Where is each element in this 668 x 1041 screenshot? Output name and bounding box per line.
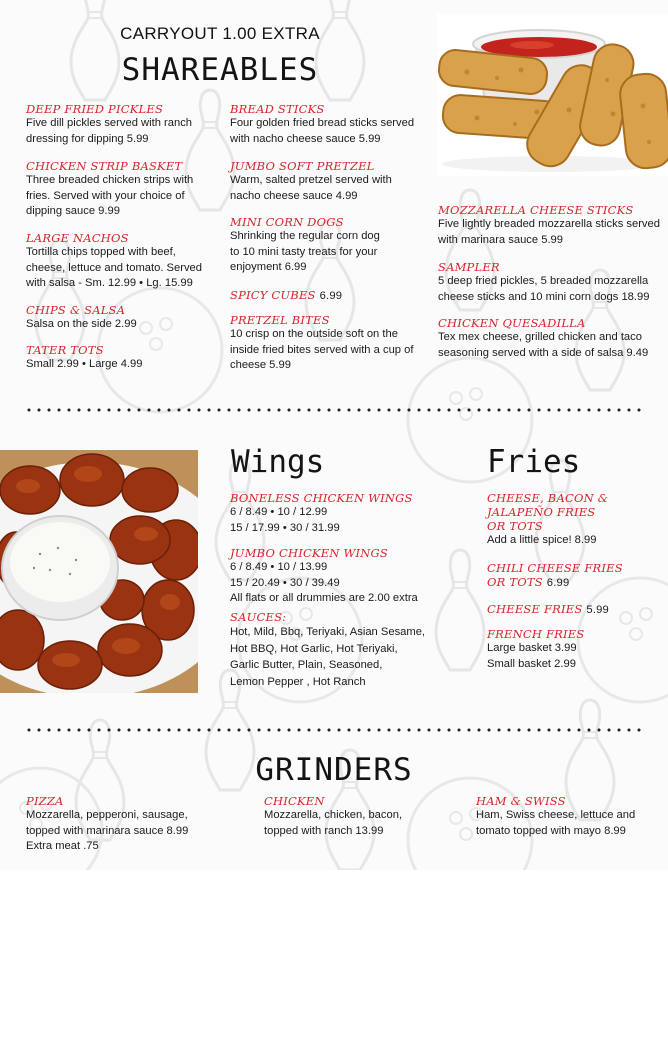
section-title-shareables: SHAREABLES xyxy=(121,52,319,88)
section-title-grinders: GRINDERS xyxy=(255,752,413,788)
item-name: HAM & SWISS xyxy=(476,794,566,808)
item-description: Warm, salted pretzel served with nacho cheese sauce 4.99 xyxy=(230,174,392,202)
item-description: Small 2.99 • Large 4.99 xyxy=(26,358,143,370)
item-description: 10 crisp on the outside soft on the inside fried bites served with a cup of cheese 5.99 xyxy=(230,328,414,372)
menu-item-chips-salsa xyxy=(26,303,137,333)
item-name: JUMBO SOFT PRETZEL xyxy=(230,159,375,173)
item-description: Five dill pickles served with ranch dressing for dipping 5.99 xyxy=(26,117,193,145)
item-name: SPICY CUBES 6.99 xyxy=(230,288,343,302)
item-description: Tortilla chips topped with beef, cheese, lettuce and tomato. Served with salsa - Sm. 12.99 • Lg. 15.99 xyxy=(26,246,203,290)
menu-item-mini-corn-dogs xyxy=(230,215,380,276)
item-name: DEEP FRIED PICKLES xyxy=(26,102,164,116)
section-title-fries: Fries xyxy=(487,444,581,480)
menu-item-large-nachos xyxy=(26,231,202,292)
item-name: BREAD STICKS xyxy=(230,102,325,116)
item-description: Large basket 3.99 Small basket 2.99 xyxy=(487,642,577,670)
item-name: JUMBO CHICKEN WINGS xyxy=(230,546,388,560)
item-description: Hot, Mild, Bbq, Teriyaki, Asian Sesame, Hot BBQ, Hot Garlic, Hot Teriyaki, Garlic Butter, Plain, Seasoned, Lemon Pepper , Hot Ranch xyxy=(230,626,426,688)
menu-item-jumbo-soft-pretzel xyxy=(230,159,392,204)
item-name: TATER TOTS xyxy=(26,343,104,357)
menu-item-chicken-quesadilla xyxy=(438,316,648,361)
item-price: 5.99 xyxy=(586,604,609,616)
menu-item-sauces xyxy=(230,610,425,690)
menu-item-deep-fried-pickles xyxy=(26,102,192,147)
item-name: SAUCES: xyxy=(230,610,287,624)
item-price: 6.99 xyxy=(546,577,570,589)
menu-item-jumbo-chicken-wings xyxy=(230,546,418,607)
menu-item-chicken-strip-basket xyxy=(26,159,193,220)
item-price: 6.99 xyxy=(319,290,343,302)
blank-footer-area xyxy=(0,870,668,1041)
item-description: Five lightly breaded mozzarella sticks served with marinara sauce 5.99 xyxy=(438,218,660,246)
item-description: Four golden fried bread sticks served with nacho cheese sauce 5.99 xyxy=(230,117,415,145)
item-description: Shrinking the regular corn dog to 10 mini tasty treats for your enjoyment 6.99 xyxy=(230,230,380,274)
menu-item-bread-sticks xyxy=(230,102,414,147)
item-name: MINI CORN DOGS xyxy=(230,215,344,229)
item-description: 6 / 8.49 • 10 / 12.99 15 / 17.99 • 30 / 31.99 xyxy=(230,506,340,534)
menu-item-spicy-cubes xyxy=(230,288,342,303)
menu-item-cheese-fries xyxy=(487,602,609,617)
dotted-divider xyxy=(24,728,644,732)
menu-item-cheese-bacon-jalapeno-fries xyxy=(487,491,608,549)
item-name: CHILI CHEESE FRIES OR TOTS 6.99 xyxy=(487,561,623,589)
dotted-divider xyxy=(24,408,644,412)
item-description: Mozzarella, chicken, bacon, topped with ranch 13.99 xyxy=(264,809,403,837)
menu-item-pizza-grinder xyxy=(26,794,188,855)
item-name: CHICKEN QUESADILLA xyxy=(438,316,586,330)
item-description: 5 deep fried pickles, 5 breaded mozzarella cheese sticks and 10 mini corn dogs 18.99 xyxy=(438,275,650,303)
menu-item-ham-swiss-grinder xyxy=(476,794,635,839)
menu-item-boneless-chicken-wings xyxy=(230,491,413,536)
section-title-wings: Wings xyxy=(231,444,325,480)
item-name: CHEESE, BACON & JALAPEÑO FRIES OR TOTS xyxy=(487,491,609,533)
item-description: Add a little spice! 8.99 xyxy=(487,534,597,546)
item-name: SAMPLER xyxy=(438,260,500,274)
item-name: CHICKEN STRIP BASKET xyxy=(26,159,183,173)
mozzarella-sticks-photo xyxy=(437,14,668,176)
item-name: BONELESS CHICKEN WINGS xyxy=(230,491,413,505)
carryout-note: CARRYOUT 1.00 EXTRA xyxy=(120,24,320,43)
item-description: Mozzarella, pepperoni, sausage, topped with marinara sauce 8.99 Extra meat .75 xyxy=(26,809,189,853)
menu-item-chicken-grinder xyxy=(264,794,402,839)
item-name: CHEESE FRIES 5.99 xyxy=(487,602,609,616)
item-name: FRENCH FRIES xyxy=(487,627,585,641)
item-description: Salsa on the side 2.99 xyxy=(26,318,137,330)
menu-item-chili-cheese-fries xyxy=(487,561,623,590)
menu-item-french-fries xyxy=(487,627,584,672)
chicken-wings-photo xyxy=(0,450,198,693)
item-description: Three breaded chicken strips with fries. Served with your choice of dipping sauce 9.99 xyxy=(26,174,194,218)
menu-item-tater-tots xyxy=(26,343,143,373)
item-description: Ham, Swiss cheese, lettuce and tomato topped with mayo 8.99 xyxy=(476,809,636,837)
item-description: Tex mex cheese, grilled chicken and taco seasoning served with a side of salsa 9.49 xyxy=(438,331,649,359)
item-description: 6 / 8.49 • 10 / 13.99 15 / 20.49 • 30 / 39.49 All flats or all drummies are 2.00 extra xyxy=(230,561,418,605)
menu-item-mozzarella-cheese-sticks xyxy=(438,203,660,248)
item-name: PIZZA xyxy=(26,794,64,808)
item-name: PRETZEL BITES xyxy=(230,313,330,327)
menu-item-pretzel-bites xyxy=(230,313,413,374)
item-name: MOZZARELLA CHEESE STICKS xyxy=(438,203,634,217)
item-name: LARGE NACHOS xyxy=(26,231,129,245)
menu-item-sampler xyxy=(438,260,649,305)
item-name: CHIPS & SALSA xyxy=(26,303,126,317)
item-name: CHICKEN xyxy=(264,794,325,808)
